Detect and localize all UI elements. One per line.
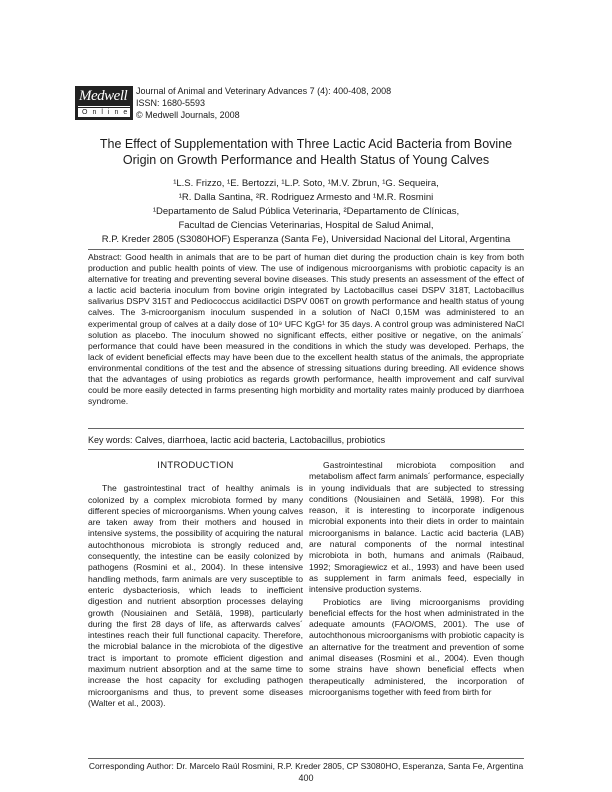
intro-paragraph-2: Gastrointestinal microbiota composition and metabolism affect farm animals´ performance, especially in young individuals that are subjected to stressing conditions (Nousiainen and Setälä, 1998). For this reason, it is interesting to incorporate indigenous microbial exponents into their diets in order to maintain microorganisms in balance. Lactic acid bacteria (LAB) are natural components of the normal intestinal microbiota in both, humans and animals (Raibaud, 1992; Smoragiewicz et al., 1993) and have been used as supplement in farm animals feed, especially in intensive production systems. bbox=[309, 460, 524, 595]
footer-rule bbox=[88, 758, 524, 759]
abstract: Abstract: Good health in animals that are to be part of human diet during the production chain is key from both production and public health points of view. The use of indigenous microorganisms with probiotic capacity is an alternative for treating and preventing several bovine diseases. This study presents an assessment of the effect of a lactic acid bacteria inoculum from bovine origin integrated by Lactobacillus casei DSPV 318T, Lactobacillus salivarius DSPV 315T and Pediococcus acidilactici DSPV 006T on growth performance and health status of young calves. The 3-microorganism inoculum suspended in a solution of NaCl 0,15M was administered to an experimental group of calves at a daily dose of 10⁹ UFC KgG¹ for 35 days. A control group was administered NaCl solution as placebo. The inoculum showed no significant effects, either positive or negative, on the animals´ performance that could have been measured in the conditions in which the study was developed. Perhaps, the lack of evident beneficial effects may have been due to the excellent health status of the animals, the appropriate environmental conditions of the test and the absence of stressing situations during breeding. All evidence shows that the advantages of using probiotics as regards growth performance, health improvement and calf survival could be more easily detected in farms presenting high morbidity and mortality rates mainly produced by diarrhoea syndrome. bbox=[88, 252, 524, 407]
right-column bbox=[309, 460, 524, 698]
authors-line-2: ¹R. Dalla Santina, ²R. Rodriguez Armesto and ¹M.R. Rosmini bbox=[178, 192, 434, 203]
affiliation-line-1: ¹Departamento de Salud Pública Veterinaria, ²Departamento de Clínicas, bbox=[152, 206, 460, 217]
logo-word: Medwell bbox=[79, 88, 128, 104]
left-column bbox=[88, 460, 303, 709]
logo-divider bbox=[78, 106, 130, 107]
journal-citation: Journal of Animal and Veterinary Advances 7 (4): 400-408, 2008 bbox=[136, 86, 392, 96]
section-heading-introduction: INTRODUCTION bbox=[157, 460, 234, 471]
authors-line-1: ¹L.S. Frizzo, ¹E. Bertozzi, ¹L.P. Soto, ¹M.V. Zbrun, ¹G. Sequeira, bbox=[173, 178, 439, 189]
intro-paragraph-1: The gastrointestinal tract of healthy animals is colonized by a complex microbiota formed by many different species of microorganisms. When young calves are taken away from their mothers and housed in intensive systems, the possibility of acquiring the natural autochthonous microbiota is strongly reduced and, consequently, the intestine can be easily colonized by pathogens (Rosmini et al., 2004). In these intensive handling methods, farm animals are very susceptible to enteric dysbacteriosis, which leads to inefficient digestion and nutrient absorption processes delaying growth (Nousiainen and Setälä, 1998), particularly during the first 28 days of life, as afterwards calves´ intestines reach their full functional capacity. Therefore, the microbial balance in the microbiota of the digestive tract is important to promote efficient digestion and maximum nutrient absorption and at the same time to increase the host capacity for excluding pathogen microorganisms and thus, to prevent some diseases (Walter et al., 2003). bbox=[88, 483, 303, 708]
logo-online: Online bbox=[78, 108, 130, 117]
abstract-bottom-rule bbox=[88, 428, 524, 429]
page-number: 400 bbox=[298, 773, 314, 783]
corresponding-author: Corresponding Author: Dr. Marcelo Raúl Rosmini, R.P. Kreder 2805, CP S3080HO, Esperanza, Santa Fe, Argentina bbox=[88, 761, 524, 771]
journal-copyright: © Medwell Journals, 2008 bbox=[136, 110, 240, 120]
journal-issn: ISSN: 1680-5593 bbox=[136, 98, 206, 108]
affiliation-line-2: Facultad de Ciencias Veterinarias, Hospital de Salud Animal, bbox=[178, 220, 434, 231]
keywords-rule bbox=[88, 449, 524, 450]
paper-title bbox=[70, 136, 542, 168]
title-line-1: The Effect of Supplementation with Three Lactic Acid Bacteria from Bovine bbox=[99, 137, 513, 151]
affiliation-line-3: R.P. Kreder 2805 (S3080HOF) Esperanza (Santa Fe), Universidad Nacional del Litoral, Argentina bbox=[101, 234, 511, 245]
abstract-top-rule bbox=[88, 249, 524, 250]
authors-block bbox=[60, 177, 552, 247]
journal-info bbox=[136, 85, 391, 121]
title-line-2: Origin on Growth Performance and Health Status of Young Calves bbox=[122, 153, 490, 167]
medwell-logo bbox=[75, 86, 133, 120]
keywords: Key words: Calves, diarrhoea, lactic acid bacteria, Lactobacillus, probiotics bbox=[88, 435, 386, 445]
intro-paragraph-3: Probiotics are living microorganisms providing beneficial effects for the host when administrated in the adequate amounts (FAO/OMS, 2001). The use of autochthonous microorganisms with probiotic capacity is an alternative for the treatment and prevention of some animal diseases (Rosmini et al., 2004). Even though some strains have shown beneficial effects when therapeutically administered, the incorporation of microorganisms together with feed from birth for bbox=[309, 596, 524, 697]
